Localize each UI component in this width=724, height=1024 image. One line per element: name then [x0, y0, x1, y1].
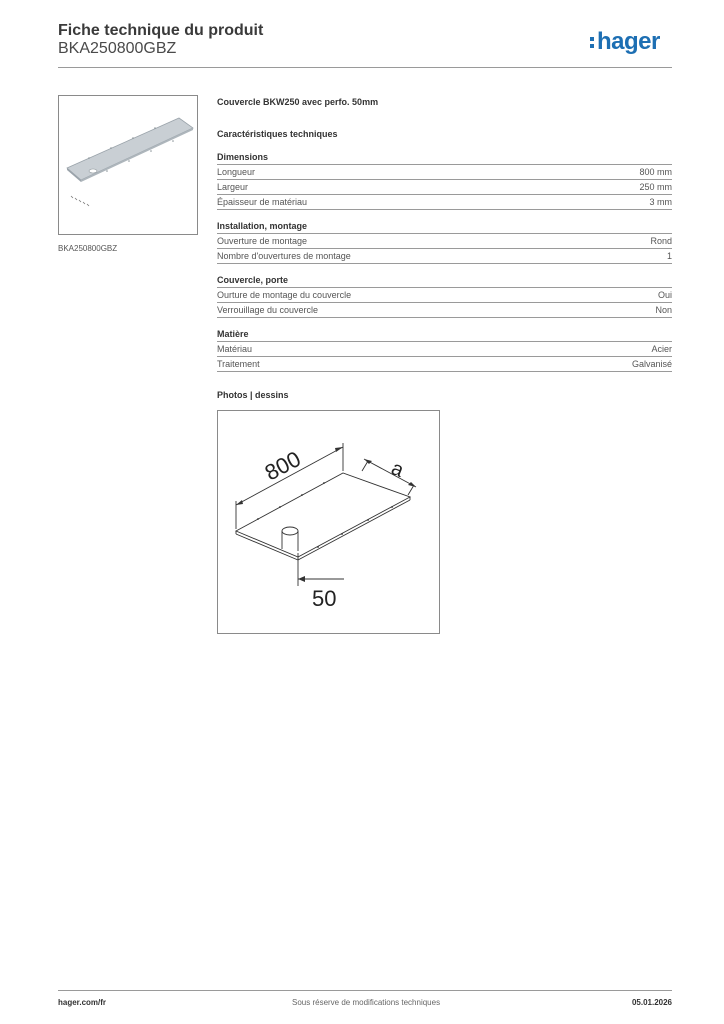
header-divider [58, 67, 672, 68]
hager-logo[interactable] [590, 28, 660, 56]
product-name: Couvercle BKW250 avec perfo. 50mm [217, 97, 379, 107]
spec-value: Acier [651, 344, 672, 354]
spec-label: Ouverture de montage [217, 236, 308, 246]
spec-label: Matériau [217, 344, 253, 354]
dimension-drawing [217, 410, 440, 634]
spec-value: 800 mm [639, 167, 672, 177]
specs-heading: Caractéristiques techniques [217, 129, 338, 139]
spec-label: Ourture de montage du couvercle [217, 290, 352, 300]
spec-label: Épaisseur de matériau [217, 197, 308, 207]
spec-group-cover [217, 274, 672, 318]
logo-colon-icon [590, 34, 595, 51]
product-code: BKA250800GBZ [58, 40, 177, 57]
spec-label: Nombre d'ouvertures de montage [217, 251, 351, 261]
spec-row [217, 249, 672, 264]
spec-value: 1 [666, 251, 672, 261]
spec-row [217, 288, 672, 303]
spec-row [217, 303, 672, 318]
spec-value: Oui [657, 290, 672, 300]
spec-label: Traitement [217, 359, 260, 369]
group-title: Couvercle, porte [217, 274, 672, 288]
spec-value: 250 mm [639, 182, 672, 192]
spec-group-installation [217, 220, 672, 264]
group-title: Matière [217, 328, 672, 342]
spec-label: Largeur [217, 182, 249, 192]
spec-group-material [217, 328, 672, 372]
spec-row [217, 165, 672, 180]
spec-section [217, 95, 672, 372]
footer-date: 05.01.2026 [631, 998, 672, 1007]
thumbnail-caption: BKA250800GBZ [58, 244, 118, 253]
length-dimension-label: 800 [260, 446, 305, 486]
spec-row [217, 342, 672, 357]
spec-label: Verrouillage du couvercle [217, 305, 319, 315]
spec-value: Rond [650, 236, 672, 246]
page-title: Fiche technique du produit [58, 22, 264, 39]
footer-website-link[interactable]: hager.com/fr [58, 998, 107, 1007]
spec-value: 3 mm [649, 197, 672, 207]
spec-value: Galvanisé [631, 359, 672, 369]
spec-value: Non [655, 305, 672, 315]
group-title: Dimensions [217, 151, 672, 165]
product-thumbnail [58, 95, 198, 235]
cover-plate-image [59, 96, 197, 234]
technical-drawing [218, 411, 439, 633]
spec-label: Longueur [217, 167, 256, 177]
spec-row [217, 357, 672, 372]
group-title: Installation, montage [217, 220, 672, 234]
footer-disclaimer: Sous réserve de modifications techniques [292, 998, 441, 1007]
photos-heading: Photos | dessins [217, 390, 289, 400]
spec-row [217, 180, 672, 195]
logo-text: hager [597, 28, 660, 55]
spec-row [217, 234, 672, 249]
width-dimension-label: a [388, 457, 407, 482]
spec-group-dimensions [217, 151, 672, 210]
spec-row [217, 195, 672, 210]
hole-dimension-label: 50 [312, 586, 337, 611]
footer-divider [58, 990, 672, 991]
